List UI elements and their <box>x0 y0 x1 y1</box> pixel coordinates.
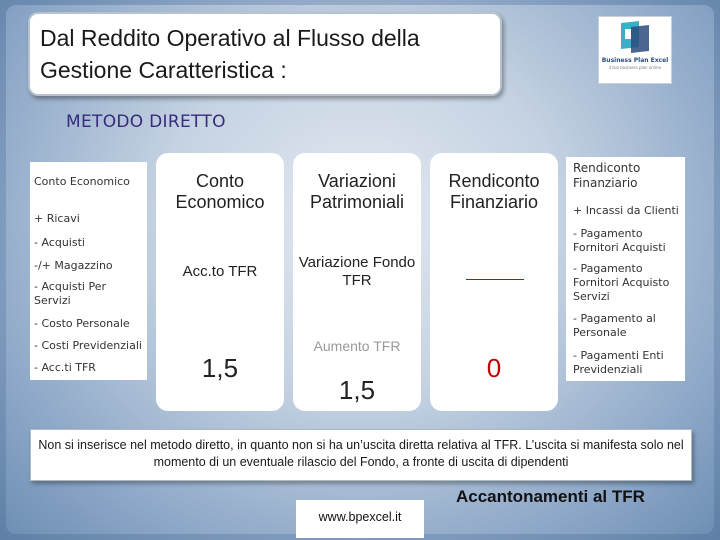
column-header: Variazioni Patrimoniali <box>309 171 405 212</box>
logo-name: Business Plan Excel <box>601 57 669 64</box>
left-item: - Costo Personale <box>34 317 130 330</box>
empty-value-line <box>466 279 524 280</box>
right-item: - Pagamento Fornitori Acquisto Servizi <box>573 262 670 303</box>
section-subtitle: METODO DIRETTO <box>66 112 226 132</box>
note-box <box>30 429 692 481</box>
column-item: Variazione Fondo TFR <box>298 254 416 289</box>
left-panel <box>30 162 147 380</box>
column-item: Acc.to TFR <box>182 263 258 280</box>
left-item: - Costi Previdenziali <box>34 339 142 352</box>
right-panel <box>566 157 685 381</box>
column-variazioni-patrimoniali <box>293 153 421 411</box>
footer-title: Accantonamenti al TFR <box>456 487 645 506</box>
column-item-sub: Aumento TFR <box>313 338 401 354</box>
left-item: -/+ Magazzino <box>34 259 113 272</box>
left-item: - Acquisti Per Servizi <box>34 280 106 307</box>
column-header: Conto Economico <box>175 171 265 212</box>
footer-url-box <box>296 500 424 538</box>
logo <box>598 16 672 84</box>
logo-mark-icon <box>599 17 671 57</box>
column-value: 0 <box>486 353 502 383</box>
column-conto-economico <box>156 153 284 411</box>
right-item: - Pagamenti Enti Previdenziali <box>573 349 664 376</box>
column-value: 1,5 <box>201 353 239 383</box>
column-rendiconto-finanziario <box>430 153 558 411</box>
left-item: + Ricavi <box>34 212 80 225</box>
column-header: Rendiconto Finanziario <box>448 171 540 212</box>
title-box <box>28 12 502 96</box>
right-item: + Incassi da Clienti <box>573 204 679 217</box>
note-text: Non si inserisce nel metodo diretto, in quanto non si ha un’uscita diretta relativa al TFR. L’uscita si manifesta solo nel momento di un eventuale rilascio del Fondo, a fronte di uscita di dipendenti <box>38 438 684 469</box>
slide-title: Dal Reddito Operativo al Flusso della Gestione Caratteristica : <box>40 25 420 83</box>
right-item: - Pagamento al Personale <box>573 312 656 339</box>
left-panel-header: Conto Economico <box>34 175 130 188</box>
right-item: - Pagamento Fornitori Acquisti <box>573 227 666 254</box>
logo-tagline: il tuo business plan online <box>608 65 662 70</box>
column-value: 1,5 <box>338 375 376 405</box>
left-item: - Acc.ti TFR <box>34 361 96 374</box>
footer-url[interactable]: www.bpexcel.it <box>318 510 402 524</box>
left-item: - Acquisti <box>34 236 85 249</box>
right-panel-header: Rendiconto Finanziario <box>573 161 641 190</box>
